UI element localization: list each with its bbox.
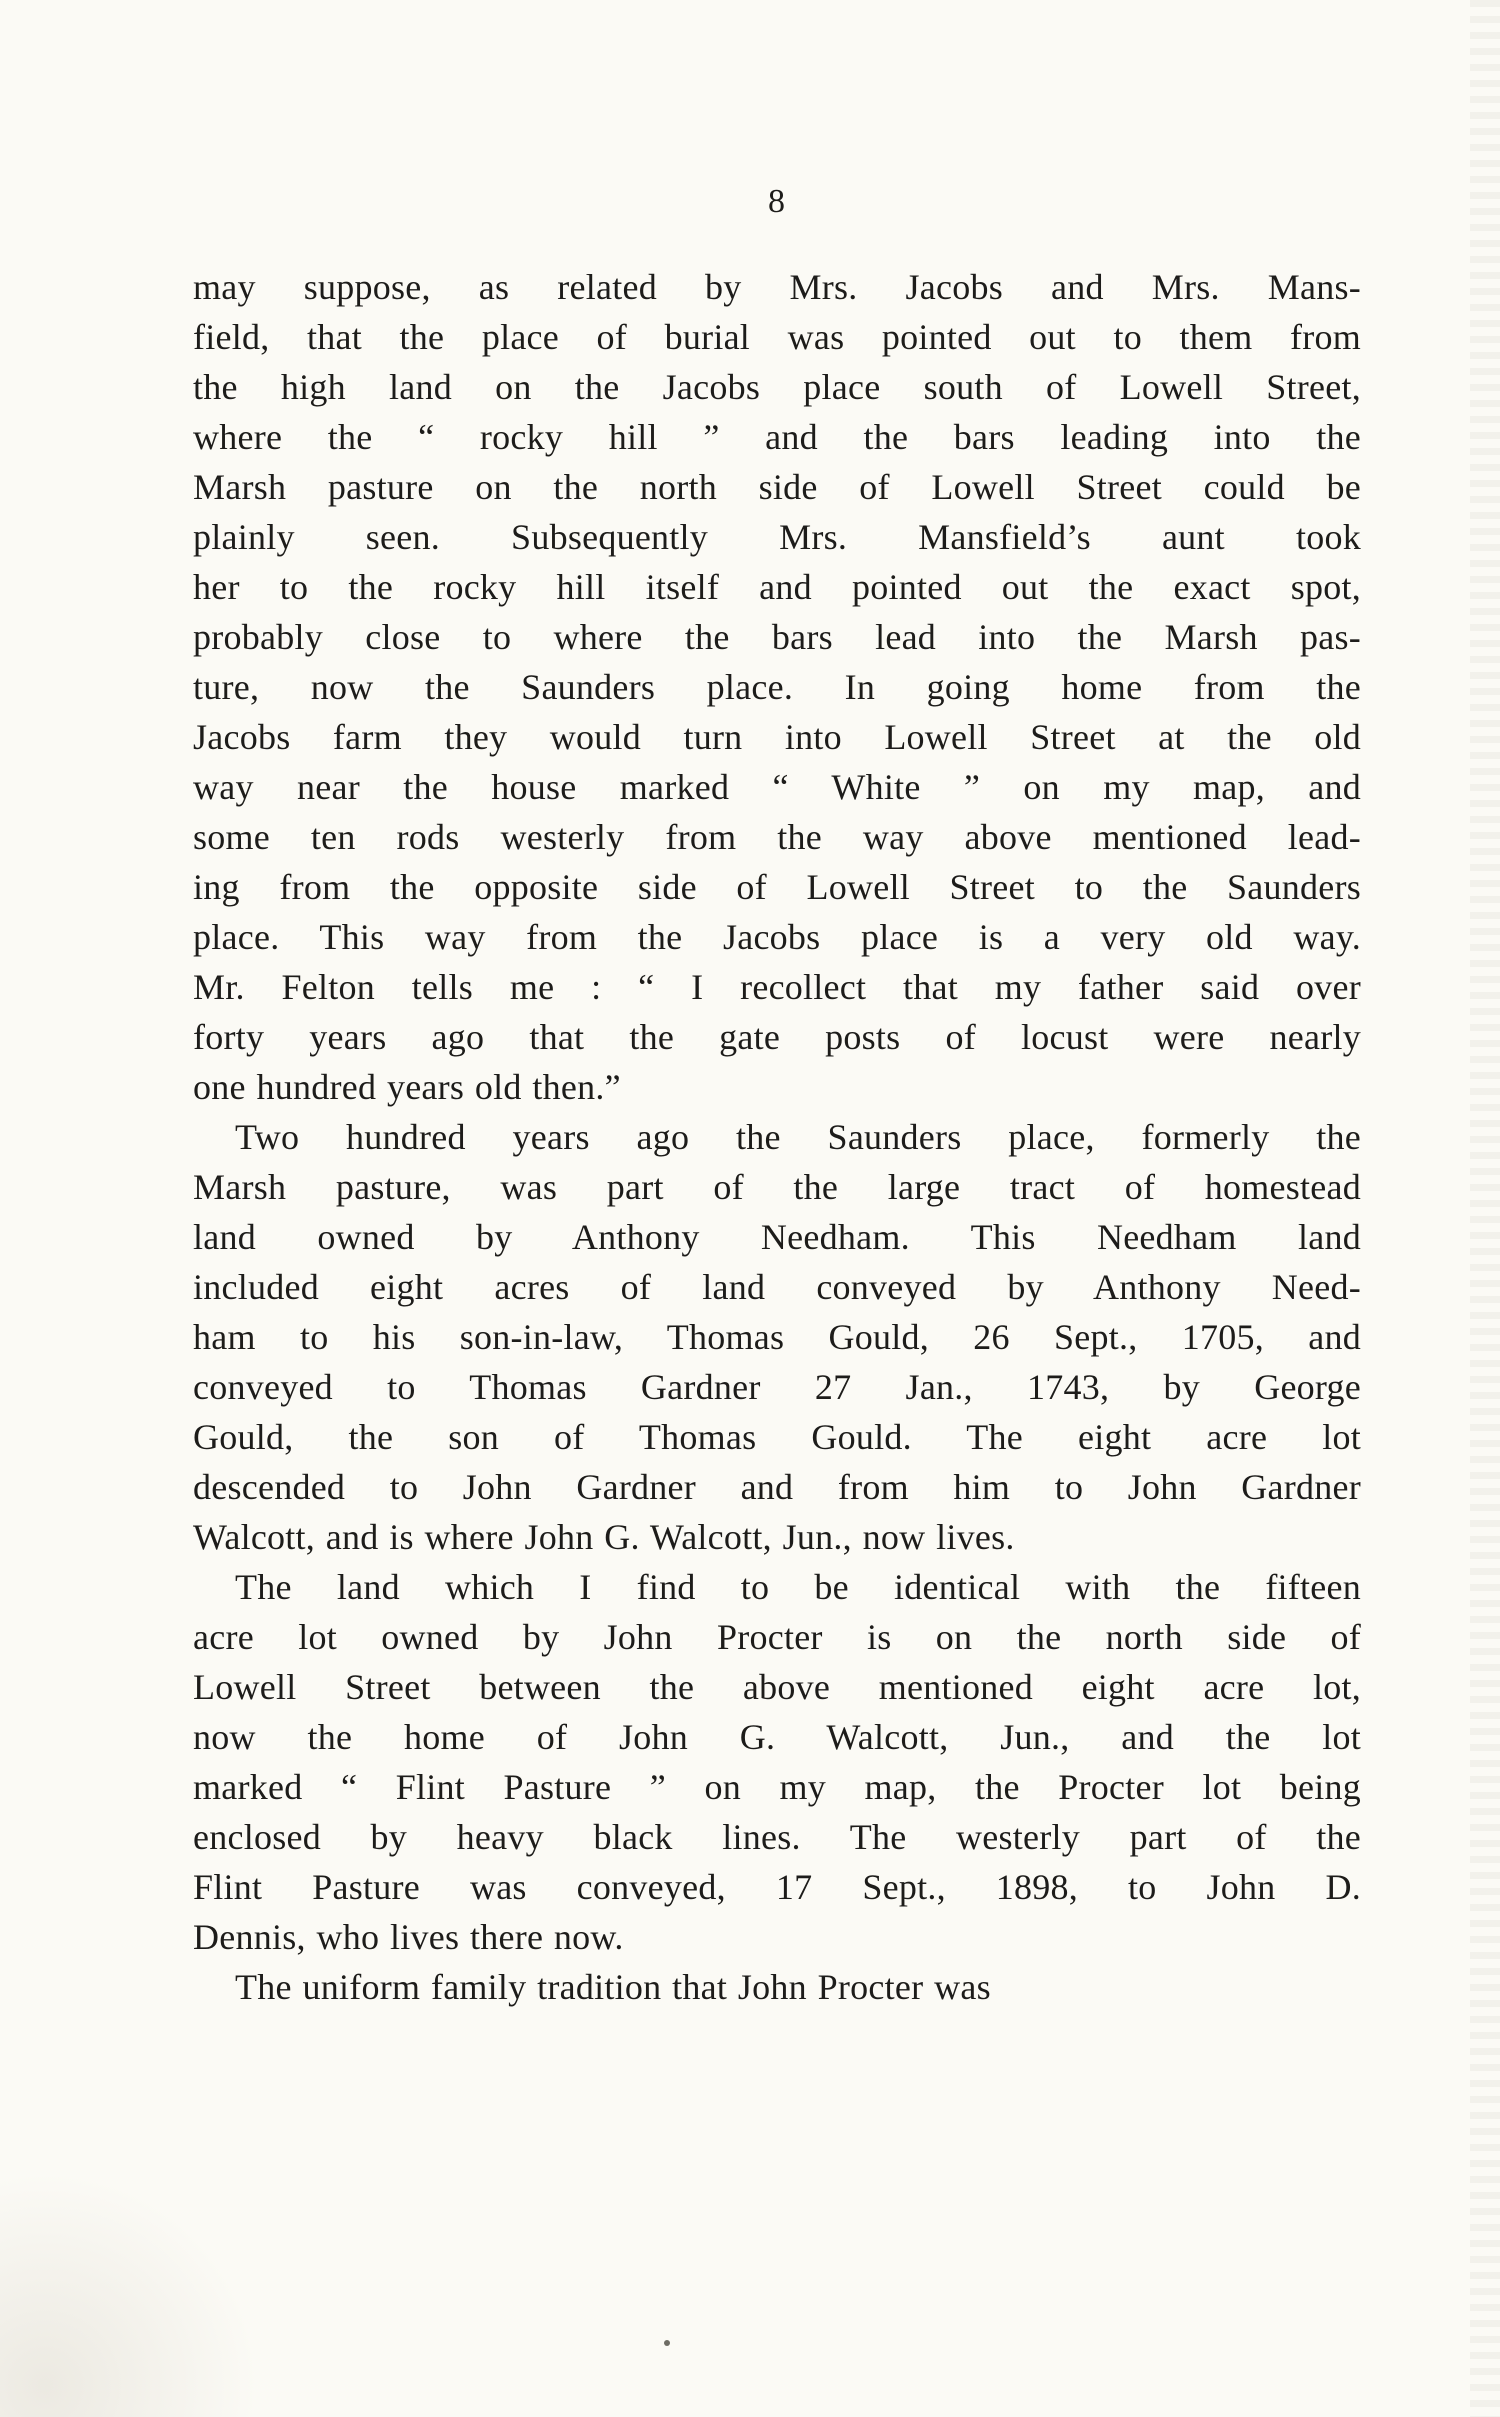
text-line: descended to John Gardner and from him to John Gardner [193,1467,1361,1507]
text-line: Mr. Felton tells me : “ I recollect that my father said over [193,967,1361,1007]
text-line: Gould, the son of Thomas Gould. The eight acre lot [193,1417,1361,1457]
text-line: Marsh pasture on the north side of Lowell Street could be [193,467,1361,507]
paragraph [193,1962,1361,2012]
text-line: ture, now the Saunders place. In going home from the [193,667,1361,707]
text-line: land owned by Anthony Needham. This Needham land [193,1217,1361,1257]
text-line: ham to his son-in-law, Thomas Gould, 26 Sept., 1705, and [193,1317,1361,1357]
text-line: probably close to where the bars lead into the Marsh pas- [193,617,1361,657]
text-line: Walcott, and is where John G. Walcott, Jun., now lives. [193,1517,1015,1557]
text-line: Dennis, who lives there now. [193,1917,624,1957]
text-line: acre lot owned by John Procter is on the north side of [193,1617,1361,1657]
text-line: Marsh pasture, was part of the large tract of homestead [193,1167,1361,1207]
text-line: some ten rods westerly from the way above mentioned lead- [193,817,1361,857]
text-line: her to the rocky hill itself and pointed out the exact spot, [193,567,1361,607]
text-line: Flint Pasture was conveyed, 17 Sept., 1898, to John D. [193,1867,1361,1907]
paragraph [193,1562,1361,1962]
text-line: where the “ rocky hill ” and the bars leading into the [193,417,1361,457]
scan-speck-artifact [664,2340,670,2346]
text-line: field, that the place of burial was pointed out to them from [193,317,1361,357]
text-line: conveyed to Thomas Gardner 27 Jan., 1743, by George [193,1367,1361,1407]
text-line: The land which I find to be identical with the fifteen [235,1567,1361,1607]
text-line: now the home of John G. Walcott, Jun., and the lot [193,1717,1361,1757]
text-line: place. This way from the Jacobs place is a very old way. [193,917,1361,957]
paragraph [193,1112,1361,1562]
text-block [193,262,1361,2012]
text-line: Two hundred years ago the Saunders place, formerly the [235,1117,1361,1157]
text-line: Jacobs farm they would turn into Lowell Street at the old [193,717,1361,757]
text-line: one hundred years old then.” [193,1067,621,1107]
paragraph [193,262,1361,1112]
text-line: plainly seen. Subsequently Mrs. Mansfield’s aunt took [193,517,1361,557]
text-line: the high land on the Jacobs place south of Lowell Street, [193,367,1361,407]
page-number: 8 [768,183,786,220]
text-line: may suppose, as related by Mrs. Jacobs and Mrs. Mans- [193,267,1361,307]
text-line: way near the house marked “ White ” on my map, and [193,767,1361,807]
text-line: Lowell Street between the above mentioned eight acre lot, [193,1667,1361,1707]
text-line: ing from the opposite side of Lowell Street to the Saunders [193,867,1361,907]
text-line: included eight acres of land conveyed by Anthony Need- [193,1267,1361,1307]
text-line: marked “ Flint Pasture ” on my map, the Procter lot being [193,1767,1361,1807]
text-line: enclosed by heavy black lines. The westerly part of the [193,1817,1361,1857]
text-line: The uniform family tradition that John Procter was [235,1967,991,2007]
text-line: forty years ago that the gate posts of locust were nearly [193,1017,1361,1057]
